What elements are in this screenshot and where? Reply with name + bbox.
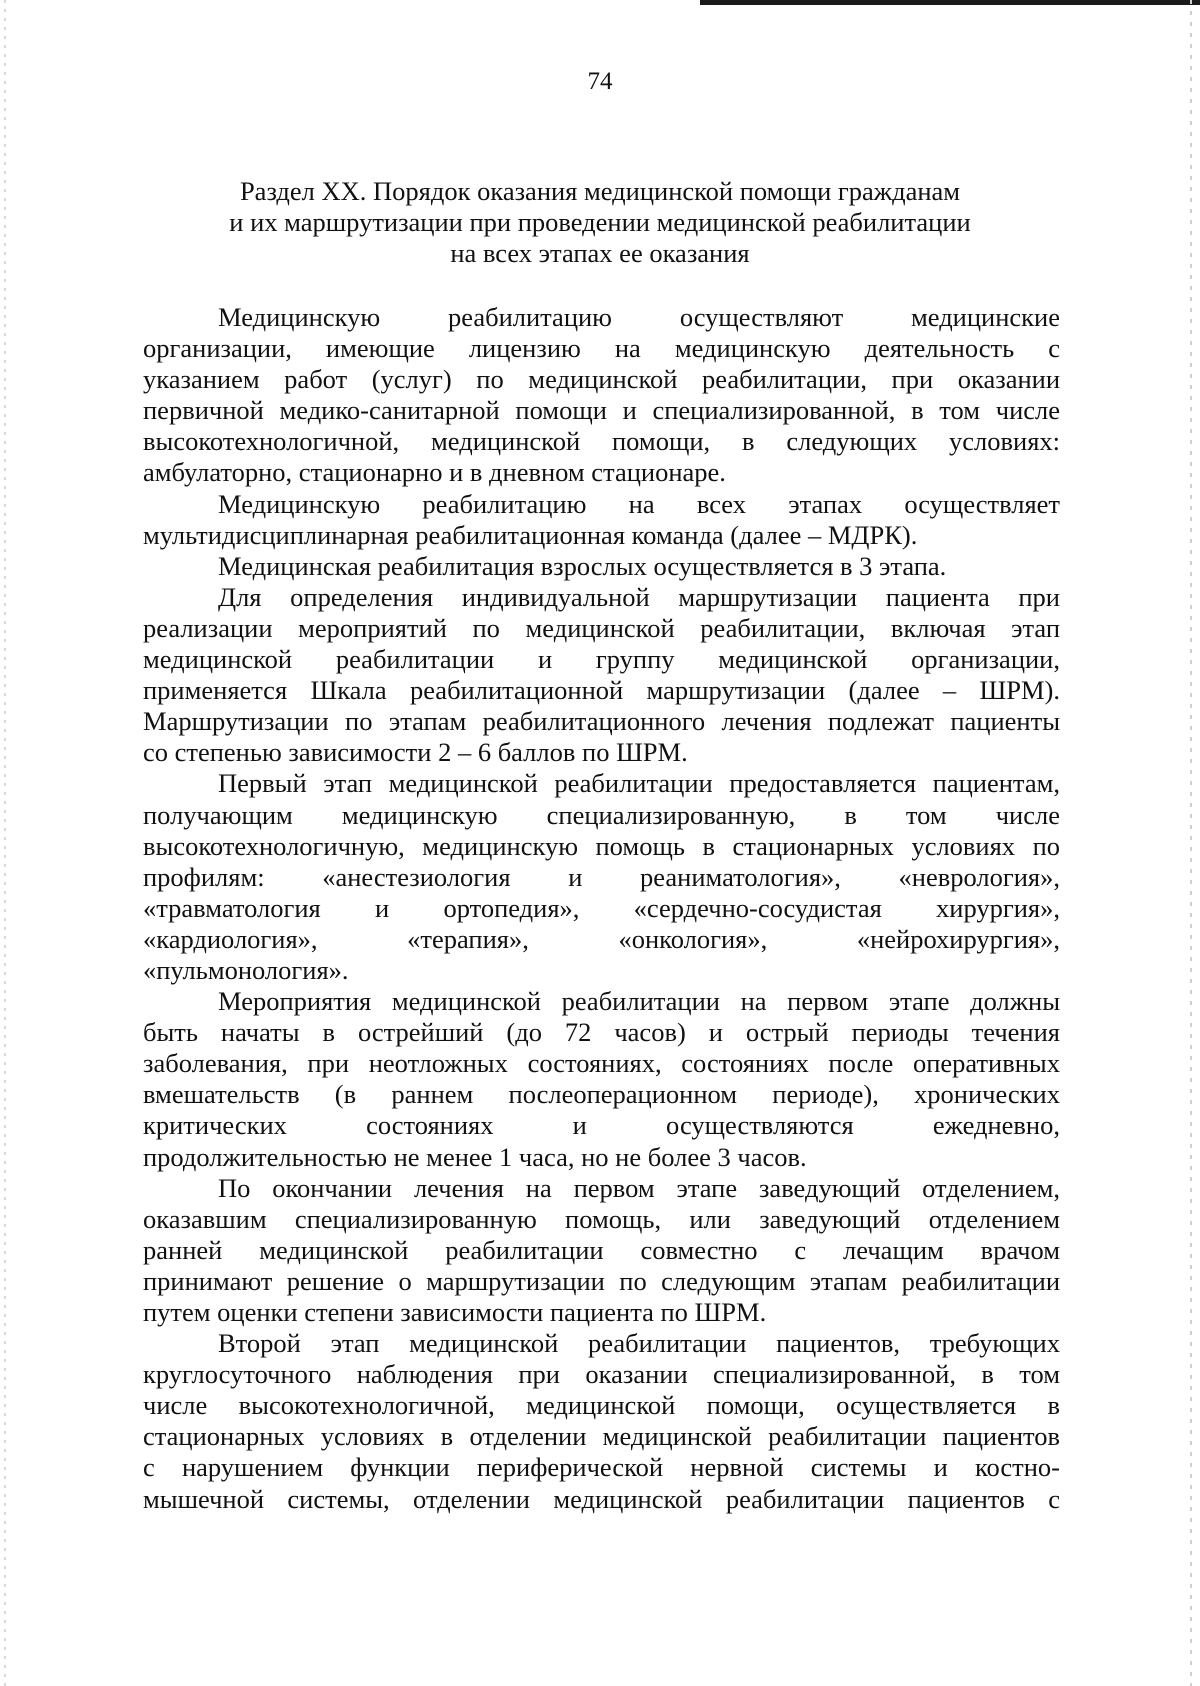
text-line: реализации мероприятий по медицинской реабилитации, включая этап xyxy=(143,612,1060,643)
text-line: амбулаторно, стационарно и в дневном стационаре. xyxy=(143,457,726,488)
text-line: Маршрутизации по этапам реабилитационного лечения подлежат пациенты xyxy=(143,706,1060,737)
text-line: Медицинская реабилитация взрослых осуществляется в 3 этапа. xyxy=(218,550,947,581)
scan-edge-left xyxy=(4,0,6,1686)
text-line: Для определения индивидуальной маршрутизации пациента при xyxy=(218,581,1060,612)
text-line: Медицинскую реабилитацию осуществляют медицинские xyxy=(218,302,1060,332)
paragraph xyxy=(143,986,1060,1173)
paragraph xyxy=(143,302,1060,489)
text-line: быть начаты в острейший (до 72 часов) и острый периоды течения xyxy=(143,1017,1060,1048)
text-line: мультидисциплинарная реабилитационная команда (далее – МДРК). xyxy=(143,519,918,550)
text-line: круглосуточного наблюдения при оказании специализированной, в том xyxy=(143,1359,1060,1390)
text-line: первичной медико-санитарной помощи и специализированной, в том числе xyxy=(143,395,1060,426)
scan-edge-right xyxy=(1190,0,1192,1686)
text-line: «кардиология», «терапия», «онкология», «нейрохирургия», xyxy=(143,923,1060,954)
text-line: медицинской реабилитации и группу медицинской организации, xyxy=(143,644,1060,675)
text-line: профилям: «анестезиология и реаниматология», «неврология», xyxy=(143,861,1060,892)
text-line: высокотехнологичную, медицинскую помощь в стационарных условиях по xyxy=(143,830,1060,861)
text-line: указанием работ (услуг) по медицинской реабилитации, при оказании xyxy=(143,364,1060,395)
text-line: высокотехнологичной, медицинской помощи, в следующих условиях: xyxy=(143,426,1060,457)
paragraph xyxy=(143,768,1060,986)
heading-line: Раздел XX. Порядок оказания медицинской помощи гражданам xyxy=(239,176,961,206)
paragraph xyxy=(143,551,1060,582)
text-line: ранней медицинской реабилитации совместно с лечащим врачом xyxy=(143,1234,1060,1265)
text-line: продолжительностью не менее 1 часа, но не более 3 часов. xyxy=(143,1141,807,1172)
text-line: стационарных условиях в отделении медицинской реабилитации пациентов xyxy=(143,1421,1060,1452)
text-line: По окончании лечения на первом этапе заведующий отделением, xyxy=(218,1172,1060,1203)
text-line: получающим медицинскую специализированную, в том числе xyxy=(143,799,1060,830)
heading-line: на всех этапах ее оказания xyxy=(450,238,750,268)
text-line: вмешательств (в раннем послеоперационном периоде), хронических xyxy=(143,1079,1060,1110)
text-line: «травматология и ортопедия», «сердечно-сосудистая хирургия», xyxy=(143,892,1060,923)
text-line: путем оценки степени зависимости пациента по ШРМ. xyxy=(143,1297,767,1327)
text-line: принимают решение о маршрутизации по следующим этапам реабилитации xyxy=(143,1265,1060,1296)
heading-line: и их маршрутизации при проведении медицинской реабилитации xyxy=(229,207,971,237)
text-line: мышечной системы, отделении медицинской реабилитации пациентов с xyxy=(143,1483,1060,1514)
text-line: применяется Шкала реабилитационной маршрутизации (далее – ШРМ). xyxy=(143,675,1060,706)
text-line: Мероприятия медицинской реабилитации на первом этапе должны xyxy=(218,986,1060,1017)
scan-edge-top xyxy=(700,0,1200,5)
text-line: с нарушением функции периферической нервной системы и костно- xyxy=(143,1452,1060,1483)
text-line: со степенью зависимости 2 – 6 баллов по ШРМ. xyxy=(143,737,688,768)
text-line: «пульмонология». xyxy=(143,954,349,985)
text-line: Медицинскую реабилитацию на всех этапах осуществляет xyxy=(218,488,1060,519)
paragraph xyxy=(143,582,1060,769)
text-line: Первый этап медицинской реабилитации предоставляется пациентам, xyxy=(218,768,1060,799)
page-number: 74 xyxy=(587,68,613,95)
paragraph xyxy=(143,489,1060,551)
section-heading xyxy=(150,176,1050,269)
paragraph xyxy=(143,1173,1060,1328)
text-line: заболевания, при неотложных состояниях, состояниях после оперативных xyxy=(143,1048,1060,1079)
text-line: Второй этап медицинской реабилитации пациентов, требующих xyxy=(218,1328,1060,1359)
paragraph xyxy=(143,1328,1060,1515)
text-line: критических состояниях и осуществляются ежедневно, xyxy=(143,1110,1060,1141)
text-line: организации, имеющие лицензию на медицинскую деятельность с xyxy=(143,333,1060,364)
text-line: числе высокотехнологичной, медицинской помощи, осуществляется в xyxy=(143,1390,1060,1421)
body-text xyxy=(143,302,1060,1515)
text-line: оказавшим специализированную помощь, или заведующий отделением xyxy=(143,1203,1060,1234)
